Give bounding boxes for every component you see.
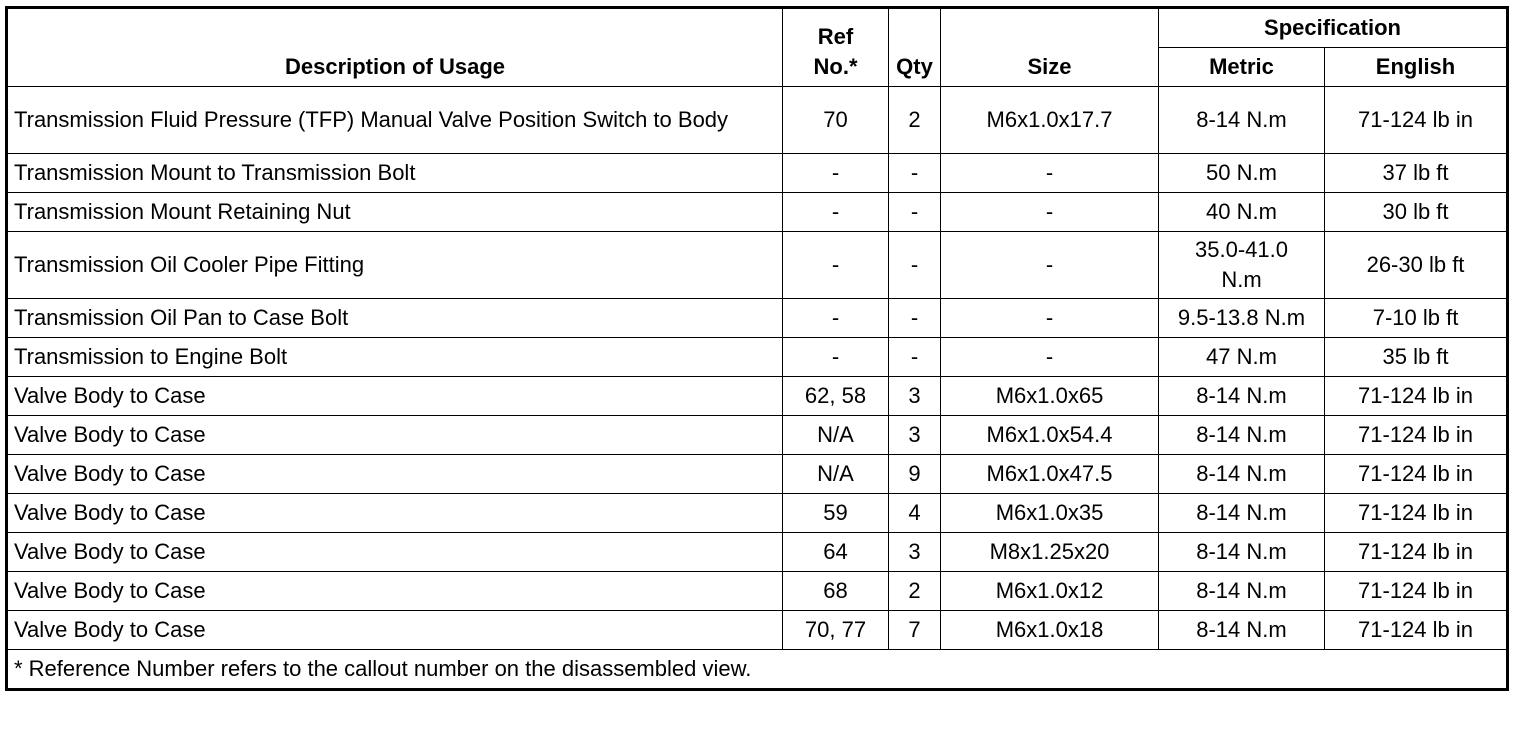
cell-english: 35 lb ft	[1325, 338, 1508, 377]
cell-qty: 3	[889, 533, 941, 572]
cell-description: Transmission Mount Retaining Nut	[7, 193, 783, 232]
table-row	[7, 416, 1508, 455]
cell-ref: 70	[783, 87, 889, 154]
cell-description: Valve Body to Case	[7, 455, 783, 494]
cell-ref: -	[783, 299, 889, 338]
cell-size: M6x1.0x65	[941, 377, 1159, 416]
cell-description: Transmission Oil Pan to Case Bolt	[7, 299, 783, 338]
cell-ref: -	[783, 232, 889, 299]
cell-ref: 64	[783, 533, 889, 572]
cell-english: 71-124 lb in	[1325, 377, 1508, 416]
cell-metric: 8-14 N.m	[1159, 572, 1325, 611]
cell-description: Transmission Mount to Transmission Bolt	[7, 154, 783, 193]
cell-metric: 47 N.m	[1159, 338, 1325, 377]
cell-ref: 59	[783, 494, 889, 533]
cell-size: M6x1.0x54.4	[941, 416, 1159, 455]
cell-metric: 40 N.m	[1159, 193, 1325, 232]
cell-english: 71-124 lb in	[1325, 416, 1508, 455]
table-row	[7, 377, 1508, 416]
header-ref	[783, 8, 889, 87]
fastener-spec-table	[5, 6, 1509, 691]
cell-english: 7-10 lb ft	[1325, 299, 1508, 338]
cell-english: 71-124 lb in	[1325, 455, 1508, 494]
table-row	[7, 299, 1508, 338]
footnote-row	[7, 650, 1508, 690]
table-row	[7, 572, 1508, 611]
table-row	[7, 87, 1508, 154]
cell-metric: 9.5-13.8 N.m	[1159, 299, 1325, 338]
cell-description: Valve Body to Case	[7, 377, 783, 416]
cell-description: Valve Body to Case	[7, 572, 783, 611]
cell-ref: 68	[783, 572, 889, 611]
cell-description: Transmission Oil Cooler Pipe Fitting	[7, 232, 783, 299]
cell-qty: -	[889, 232, 941, 299]
header-metric: Metric	[1159, 48, 1325, 87]
cell-metric: 8-14 N.m	[1159, 416, 1325, 455]
header-english: English	[1325, 48, 1508, 87]
cell-qty: 2	[889, 572, 941, 611]
cell-description: Transmission to Engine Bolt	[7, 338, 783, 377]
table-row	[7, 338, 1508, 377]
cell-ref: -	[783, 338, 889, 377]
cell-english: 71-124 lb in	[1325, 572, 1508, 611]
cell-qty: 2	[889, 87, 941, 154]
cell-metric: 8-14 N.m	[1159, 611, 1325, 650]
cell-description: Valve Body to Case	[7, 533, 783, 572]
cell-qty: 3	[889, 377, 941, 416]
cell-metric	[1159, 232, 1325, 299]
cell-qty: 4	[889, 494, 941, 533]
cell-english: 37 lb ft	[1325, 154, 1508, 193]
cell-english: 71-124 lb in	[1325, 611, 1508, 650]
cell-size: -	[941, 299, 1159, 338]
table-row	[7, 232, 1508, 299]
cell-size: -	[941, 232, 1159, 299]
cell-metric: 8-14 N.m	[1159, 455, 1325, 494]
cell-ref: -	[783, 193, 889, 232]
cell-ref: -	[783, 154, 889, 193]
cell-size: M6x1.0x17.7	[941, 87, 1159, 154]
cell-metric: 50 N.m	[1159, 154, 1325, 193]
table-row	[7, 193, 1508, 232]
cell-qty: -	[889, 299, 941, 338]
cell-ref: N/A	[783, 416, 889, 455]
cell-ref: 70, 77	[783, 611, 889, 650]
cell-qty: -	[889, 338, 941, 377]
cell-ref: N/A	[783, 455, 889, 494]
cell-english: 26-30 lb ft	[1325, 232, 1508, 299]
cell-size: M6x1.0x35	[941, 494, 1159, 533]
cell-qty: 3	[889, 416, 941, 455]
table-row	[7, 533, 1508, 572]
cell-english: 71-124 lb in	[1325, 533, 1508, 572]
cell-size: M6x1.0x12	[941, 572, 1159, 611]
cell-metric: 8-14 N.m	[1159, 494, 1325, 533]
cell-description: Valve Body to Case	[7, 611, 783, 650]
header-specification: Specification	[1159, 8, 1508, 48]
cell-size: M6x1.0x47.5	[941, 455, 1159, 494]
cell-size: -	[941, 154, 1159, 193]
cell-english: 30 lb ft	[1325, 193, 1508, 232]
table-row	[7, 455, 1508, 494]
table-row	[7, 154, 1508, 193]
cell-description: Valve Body to Case	[7, 494, 783, 533]
cell-qty: 9	[889, 455, 941, 494]
table-row	[7, 611, 1508, 650]
cell-metric: 8-14 N.m	[1159, 87, 1325, 154]
table-row	[7, 494, 1508, 533]
cell-size: M8x1.25x20	[941, 533, 1159, 572]
cell-qty: -	[889, 193, 941, 232]
cell-english: 71-124 lb in	[1325, 87, 1508, 154]
cell-size: M6x1.0x18	[941, 611, 1159, 650]
cell-size: -	[941, 193, 1159, 232]
cell-english: 71-124 lb in	[1325, 494, 1508, 533]
cell-description: Valve Body to Case	[7, 416, 783, 455]
cell-metric-text: 35.0-41.0 N.m	[1195, 237, 1288, 292]
cell-ref: 62, 58	[783, 377, 889, 416]
header-description: Description of Usage	[7, 8, 783, 87]
cell-metric: 8-14 N.m	[1159, 533, 1325, 572]
cell-size: -	[941, 338, 1159, 377]
header-size: Size	[941, 8, 1159, 87]
cell-qty: -	[889, 154, 941, 193]
cell-qty: 7	[889, 611, 941, 650]
cell-metric: 8-14 N.m	[1159, 377, 1325, 416]
header-ref-label: Ref No.*	[813, 24, 858, 79]
footnote: * Reference Number refers to the callout number on the disassembled view.	[7, 650, 1508, 690]
header-qty: Qty	[889, 8, 941, 87]
cell-description: Transmission Fluid Pressure (TFP) Manual Valve Position Switch to Body	[7, 87, 783, 154]
